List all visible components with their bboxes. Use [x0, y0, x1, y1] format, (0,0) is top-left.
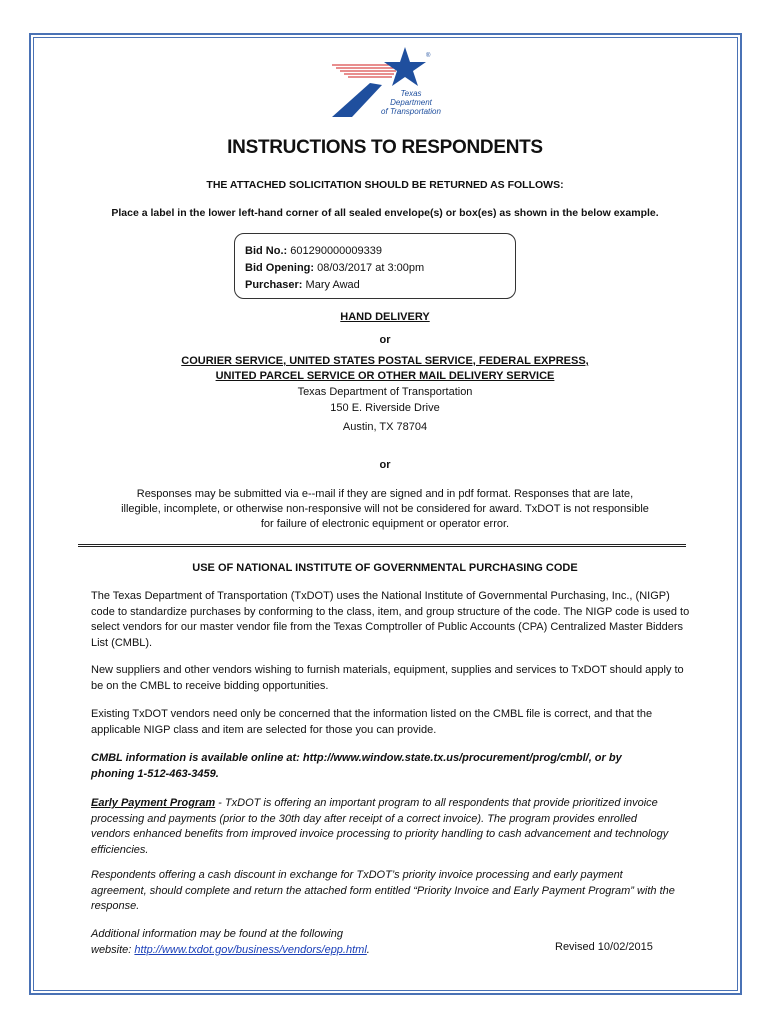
or-separator-2: or — [379, 459, 391, 471]
nigp-paragraph-2: New suppliers and other vendors wishing to furnish materials, equipment, supplies and services to TxDOT should apply to be on the CMBL to receive bidding opportunities. — [91, 664, 684, 692]
purchaser-label: Purchaser: — [245, 279, 303, 291]
courier-heading-line1: COURIER SERVICE, UNITED STATES POSTAL SERVICE, FEDERAL EXPRESS, — [181, 355, 589, 367]
bid-opening-label: Bid Opening: — [245, 262, 315, 274]
purchaser-value: Mary Awad — [305, 279, 360, 291]
epp-paragraph-1-text: - TxDOT is offering an important program to all respondents that provide prioritized invoice processing and payments (prior to the 30th day after receipt of a correct invoice). The program provides enrolled vendors enhanced benefits from improved invoice processing to priority handling to cash advancement and technology efficiencies. — [91, 797, 669, 856]
epp-paragraph-2: Respondents offering a cash discount in exchange for TxDOT’s priority invoice processing and early payment agreement, should complete and return the attached form entitled “Priority Invoice and Early Payment Program” with the response. — [91, 869, 675, 912]
nigp-paragraph-1: The Texas Department of Transportation (TxDOT) uses the National Institute of Governmental Purchasing, Inc., (NIGP) code to standardize purchases by conforming to the class, item, and group structure of the code. The NIGP code is used to select vendors for our master vendor file from the Texas Comptroller of Public Accounts (CPA) Centralized Master Bidders List (CMBL). — [91, 590, 690, 649]
courier-heading-line2: UNITED PARCEL SERVICE OR OTHER MAIL DELIVERY SERVICE — [215, 370, 555, 382]
logo-text-line1: Texas — [400, 89, 422, 98]
address-line3: Austin, TX 78704 — [342, 421, 428, 433]
section-divider — [78, 544, 686, 547]
cmbl-info: CMBL information is available online at: http://www.window.state.tx.us/procurement/prog/cmbl/, or by phoning 1-512-463-3459. — [91, 752, 622, 780]
address-line1: Texas Department of Transportation — [297, 386, 473, 398]
bid-opening-row — [245, 262, 424, 274]
nigp-paragraph-3: Existing TxDOT vendors need only be concerned that the information listed on the CMBL file is correct, and that the applicable NIGP class and item are selected for those you can provide. — [91, 708, 653, 736]
bid-opening-value: 08/03/2017 at 3:00pm — [317, 262, 425, 274]
email-notice-line1: Responses may be submitted via e--mail if they are signed and in pdf format. Responses that are late, — [136, 488, 634, 500]
bid-number-value: 601290000009339 — [290, 245, 382, 257]
additional-info-line1: Additional information may be found at the following — [91, 928, 343, 940]
label-instructions: Place a label in the lower left-hand corner of all sealed envelope(s) or box(es) as shown in the below example. — [111, 207, 659, 219]
additional-info-prefix: website: — [91, 943, 135, 956]
revised-date: Revised 10/02/2015 — [555, 941, 653, 953]
purchaser-row — [245, 279, 360, 291]
or-separator-1: or — [379, 334, 391, 346]
logo-text-line3: of Transportation — [381, 107, 441, 116]
additional-info-suffix: . — [366, 943, 370, 956]
logo-text-line2: Department — [390, 98, 432, 107]
epp-heading: Early Payment Program — [91, 797, 216, 809]
bid-number-row — [245, 245, 382, 257]
page-title: INSTRUCTIONS TO RESPONDENTS — [227, 137, 543, 158]
epp-website-link[interactable]: http://www.txdot.gov/business/vendors/epp.html — [134, 943, 367, 956]
hand-delivery-heading: HAND DELIVERY — [340, 311, 430, 323]
txdot-logo-text — [381, 89, 441, 116]
example-label-box — [234, 233, 516, 299]
address-line2: 150 E. Riverside Drive — [330, 402, 440, 414]
email-notice-line3: for failure of electronic equipment or operator error. — [260, 518, 510, 530]
bid-number-label: Bid No.: — [245, 245, 288, 257]
return-instructions-heading: THE ATTACHED SOLICITATION SHOULD BE RETURNED AS FOLLOWS: — [206, 179, 564, 191]
epp-paragraph-1 — [91, 796, 671, 858]
email-notice-line2: illegible, incomplete, or otherwise non-responsive will not be considered for award. TxDOT is not responsible — [121, 503, 649, 515]
svg-text:®: ® — [426, 53, 431, 59]
nigp-heading: USE OF NATIONAL INSTITUTE OF GOVERNMENTAL PURCHASING CODE — [192, 562, 578, 574]
